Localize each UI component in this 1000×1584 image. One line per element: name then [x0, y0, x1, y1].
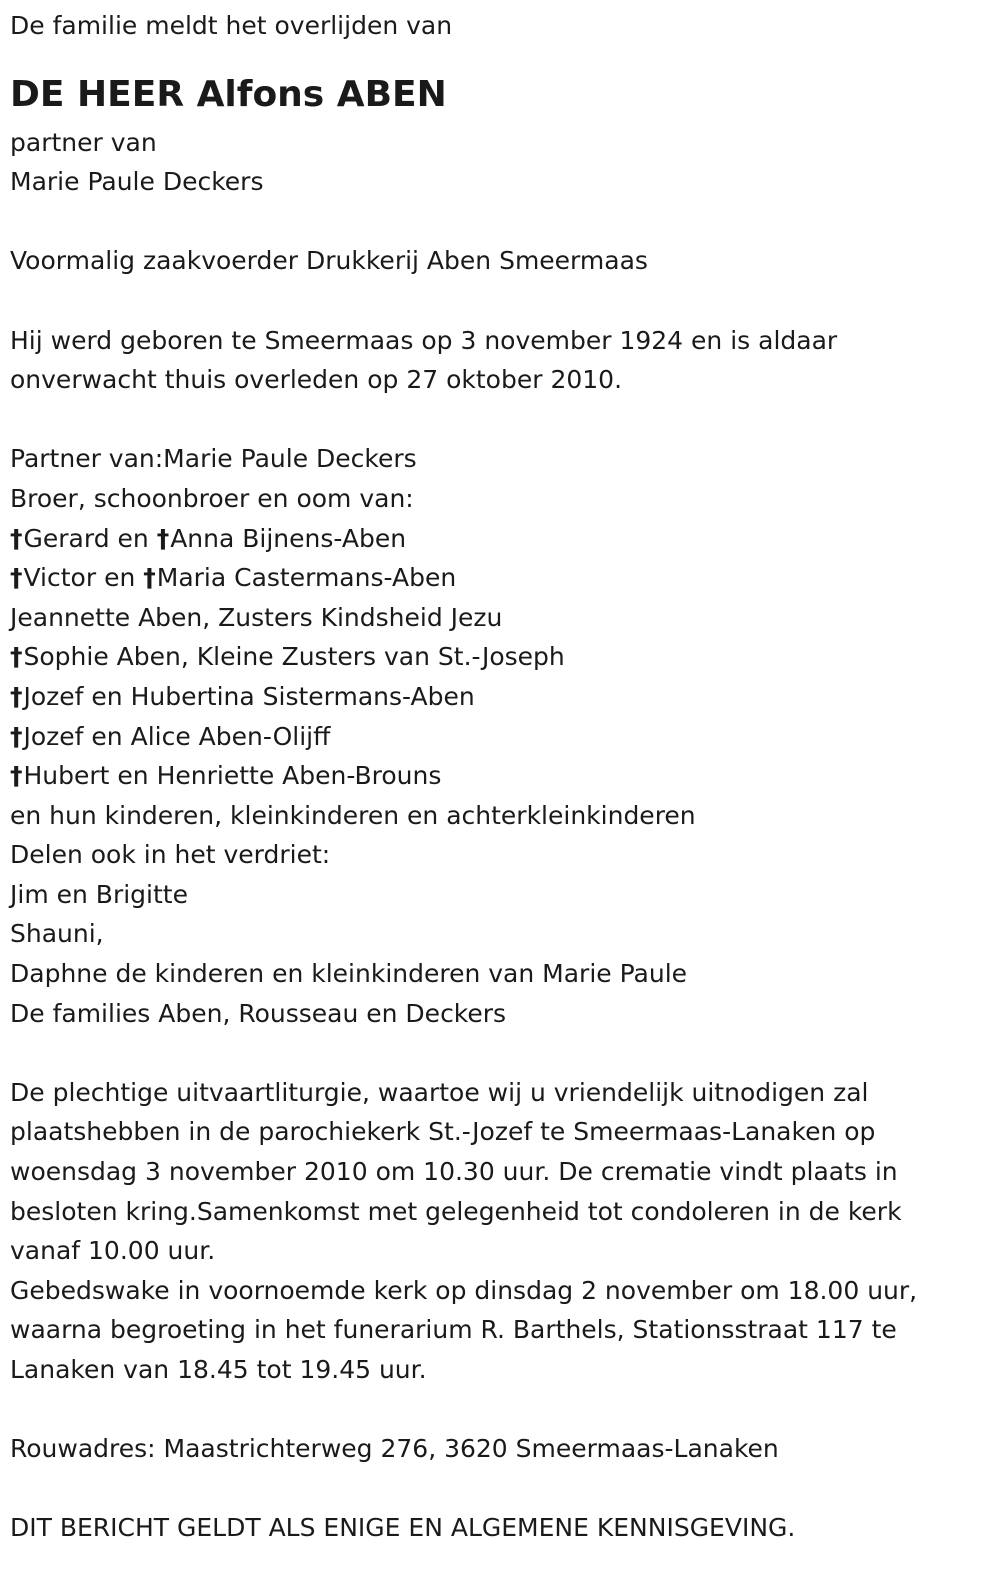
family-footer-line: Daphne de kinderen en kleinkinderen van Marie Paule	[10, 959, 688, 989]
family-header-line: Broer, schoonbroer en oom van:	[10, 483, 414, 513]
partner-label: partner van	[10, 127, 157, 157]
cross-icon: †	[143, 563, 156, 593]
ceremony-line: Lanaken van 18.45 tot 19.45 uur.	[10, 1355, 427, 1384]
family-row: †Victor en †Maria Castermans-Aben	[10, 558, 990, 598]
family-row: Jeannette Aben, Zusters Kindsheid Jezu	[10, 602, 503, 632]
closing-notice: DIT BERICHT GELDT ALS ENIGE EN ALGEMENE KENNISGEVING.	[10, 1513, 796, 1543]
cross-icon: †	[10, 523, 23, 553]
ceremony-line: vanaf 10.00 uur.	[10, 1236, 216, 1266]
family-footer-line: Delen ook in het verdriet:	[10, 840, 331, 870]
ceremony-line: woensdag 3 november 2010 om 10.30 uur. De crematie vindt plaats in	[10, 1157, 898, 1187]
cross-icon: †	[10, 642, 23, 672]
ceremony-line: plaatshebben in de parochiekerk St.-Jozef te Smeermaas-Lanaken op	[10, 1117, 876, 1147]
birth-death-line: Hij werd geboren te Smeermaas op 3 november 1924 en is aldaar	[10, 325, 838, 355]
intro-text: De familie meldt het overlijden van	[10, 11, 453, 40]
cross-icon: †	[156, 523, 170, 553]
cross-icon: †	[10, 681, 23, 711]
family-footer-line: Jim en Brigitte	[10, 879, 188, 909]
family-row: †Jozef en Hubertina Sistermans-Aben	[10, 677, 990, 717]
occupation-text: Voormalig zaakvoerder Drukkerij Aben Smeermaas	[10, 246, 648, 276]
cross-icon: †	[10, 761, 23, 791]
family-footer-line: en hun kinderen, kleinkinderen en achterkleinkinderen	[10, 800, 696, 830]
ceremony-line: besloten kring.Samenkomst met gelegenheid tot condoleren in de kerk	[10, 1196, 902, 1226]
family-footer-line: De families Aben, Rousseau en Deckers	[10, 998, 507, 1028]
family-row: †Jozef en Alice Aben-Olijff	[10, 717, 990, 757]
cross-icon: †	[10, 563, 23, 593]
deceased-name: DE HEER Alfons ABEN	[10, 73, 447, 115]
family-row: †Hubert en Henriette Aben-Brouns	[10, 756, 990, 796]
family-row: †Sophie Aben, Kleine Zusters van St.-Joseph	[10, 637, 990, 677]
ceremony-line: De plechtige uitvaartliturgie, waartoe wij u vriendelijk uitnodigen zal	[10, 1077, 869, 1107]
ceremony-line: Gebedswake in voornoemde kerk op dinsdag 2 november om 18.00 uur,	[10, 1275, 918, 1305]
family-header-line: Partner van:Marie Paule Deckers	[10, 444, 417, 474]
partner-name: Marie Paule Deckers	[10, 167, 264, 197]
mourning-address: Rouwadres: Maastrichterweg 276, 3620 Smeermaas-Lanaken	[10, 1434, 779, 1464]
family-row: †Gerard en †Anna Bijnens-Aben	[10, 519, 990, 559]
cross-icon: †	[10, 721, 23, 751]
family-footer-line: Shauni,	[10, 919, 104, 949]
ceremony-line: waarna begroeting in het funerarium R. Barthels, Stationsstraat 117 te	[10, 1315, 897, 1345]
birth-death-line: onverwacht thuis overleden op 27 oktober 2010.	[10, 365, 623, 395]
